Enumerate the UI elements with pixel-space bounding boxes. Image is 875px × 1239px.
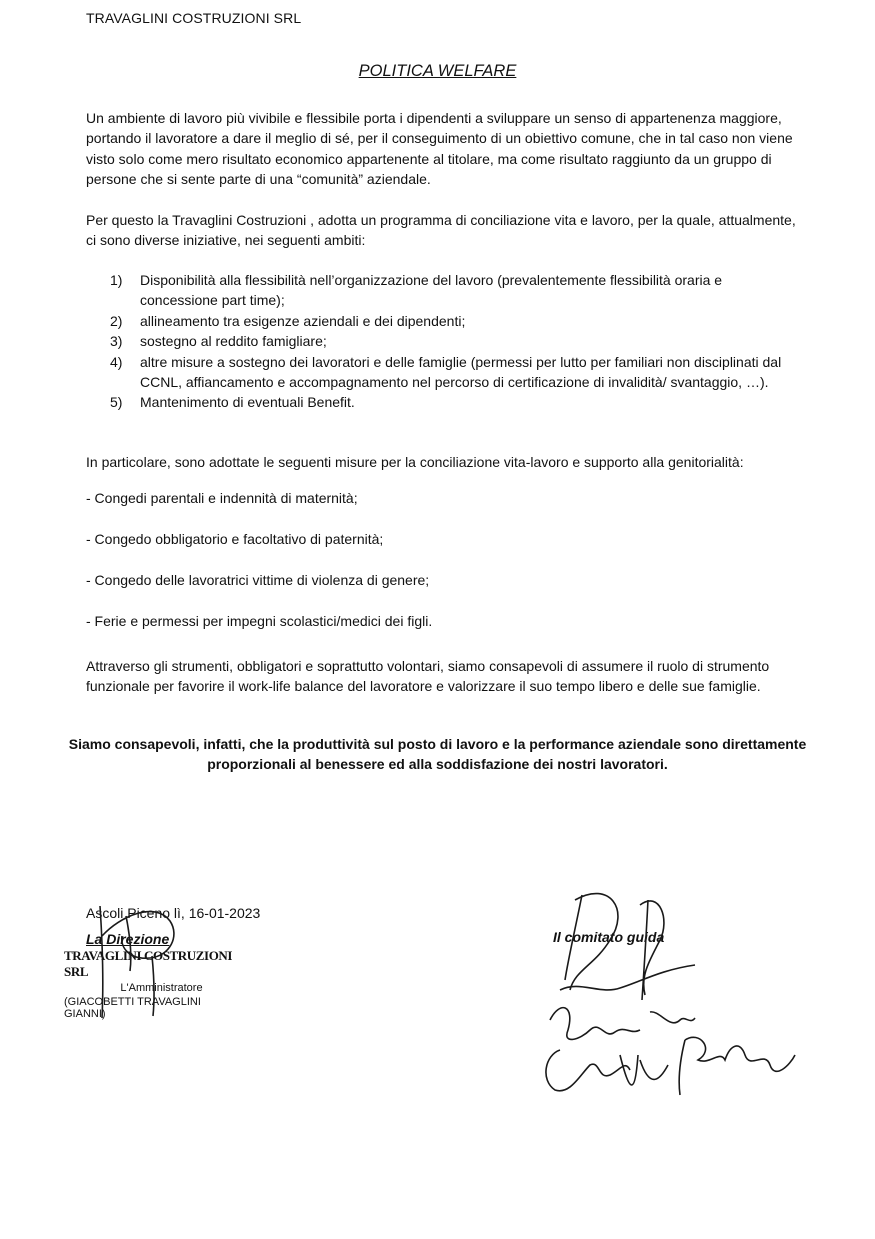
- tools-paragraph: Attraverso gli strumenti, obbligatori e soprattutto volontari, siamo consapevoli di assumere il ruolo di strumento funzionale per favorire il work-life balance del lavoratore e valorizzare il suo tempo libero e delle sue famiglie.: [86, 658, 770, 695]
- measure-item: - Ferie e permessi per impegni scolastici/medici dei figli.: [86, 613, 433, 629]
- list-item: [110, 270, 800, 311]
- list-item-text: Disponibilità alla flessibilità nell’organizzazione del lavoro (prevalentemente flessibilità oraria e concessione part time);: [140, 272, 723, 309]
- list-item: [110, 352, 800, 393]
- direzione-signature: [60, 896, 190, 1021]
- list-item: [110, 311, 800, 331]
- intro-paragraph: Un ambiente di lavoro più vivibile e flessibile porta i dipendenti a sviluppare un senso di appartenenza maggiore, portando il lavoratore a dare il meglio di sé, per il conseguimento di un obiettivo comune, che in tal caso non viene visto solo come mero risultato economico appartenente al titolare, ma come risultato raggiunto da un gruppo di persone che si sente parte di una “comunità” aziendale.: [86, 110, 793, 188]
- list-item-number: 3): [110, 333, 123, 350]
- list-item-number: 5): [110, 394, 123, 411]
- list-item-text: sostegno al reddito famigliare;: [140, 333, 327, 350]
- measure-item: - Congedi parentali e indennità di maternità;: [86, 490, 358, 506]
- list-item-text: Mantenimento di eventuali Benefit.: [140, 394, 355, 411]
- list-item: [110, 331, 800, 351]
- list-item-text: altre misure a sostegno dei lavoratori e delle famiglie (permessi per lutto per familiari non disciplinati dal CCNL, affiancamento e accompagnamento nel percorso di certificazione di invalidità/ svantaggio, …).: [140, 353, 782, 391]
- company-header: TRAVAGLINI COSTRUZIONI SRL: [86, 10, 302, 26]
- stamp-role: L'Amministratore: [120, 982, 203, 994]
- list-item-number: 2): [110, 312, 123, 329]
- program-paragraph: Per questo la Travaglini Costruzioni , adotta un programma di conciliazione vita e lavoro, per la quale, attualmente, ci sono diverse iniziative, nei seguenti ambiti:: [86, 212, 796, 249]
- measures-intro: In particolare, sono adottate le seguenti misure per la conciliazione vita-lavoro e supporto alla genitorialità:: [86, 454, 744, 470]
- measure-item: - Congedo delle lavoratrici vittime di violenza di genere;: [86, 572, 430, 588]
- committee-label: Il comitato guida: [553, 929, 665, 945]
- initiatives-list: [110, 270, 800, 413]
- measure-item: - Congedo obbligatorio e facoltativo di paternità;: [86, 531, 384, 547]
- closing-statement: Siamo consapevoli, infatti, che la produttività sul posto di lavoro e la performance aziendale sono direttamente proporzionali al benessere ed alla soddisfazione dei nostri lavoratori.: [68, 736, 807, 773]
- committee-signatures: [520, 880, 810, 1110]
- list-item: [110, 392, 800, 412]
- place-date: Ascoli Piceno lì, 16-01-2023: [86, 905, 261, 921]
- list-item-number: 1): [110, 272, 123, 288]
- list-item-number: 4): [110, 353, 123, 370]
- direzione-label: La Direzione: [86, 931, 170, 947]
- document-title: POLITICA WELFARE: [358, 62, 517, 80]
- stamp-names: (GIACOBETTI TRAVAGLINI GIANNI): [64, 996, 201, 1020]
- list-item-text: allineamento tra esigenze aziendali e dei dipendenti;: [140, 312, 466, 329]
- stamp-company: TRAVAGLINI COSTRUZIONI SRL: [64, 948, 233, 979]
